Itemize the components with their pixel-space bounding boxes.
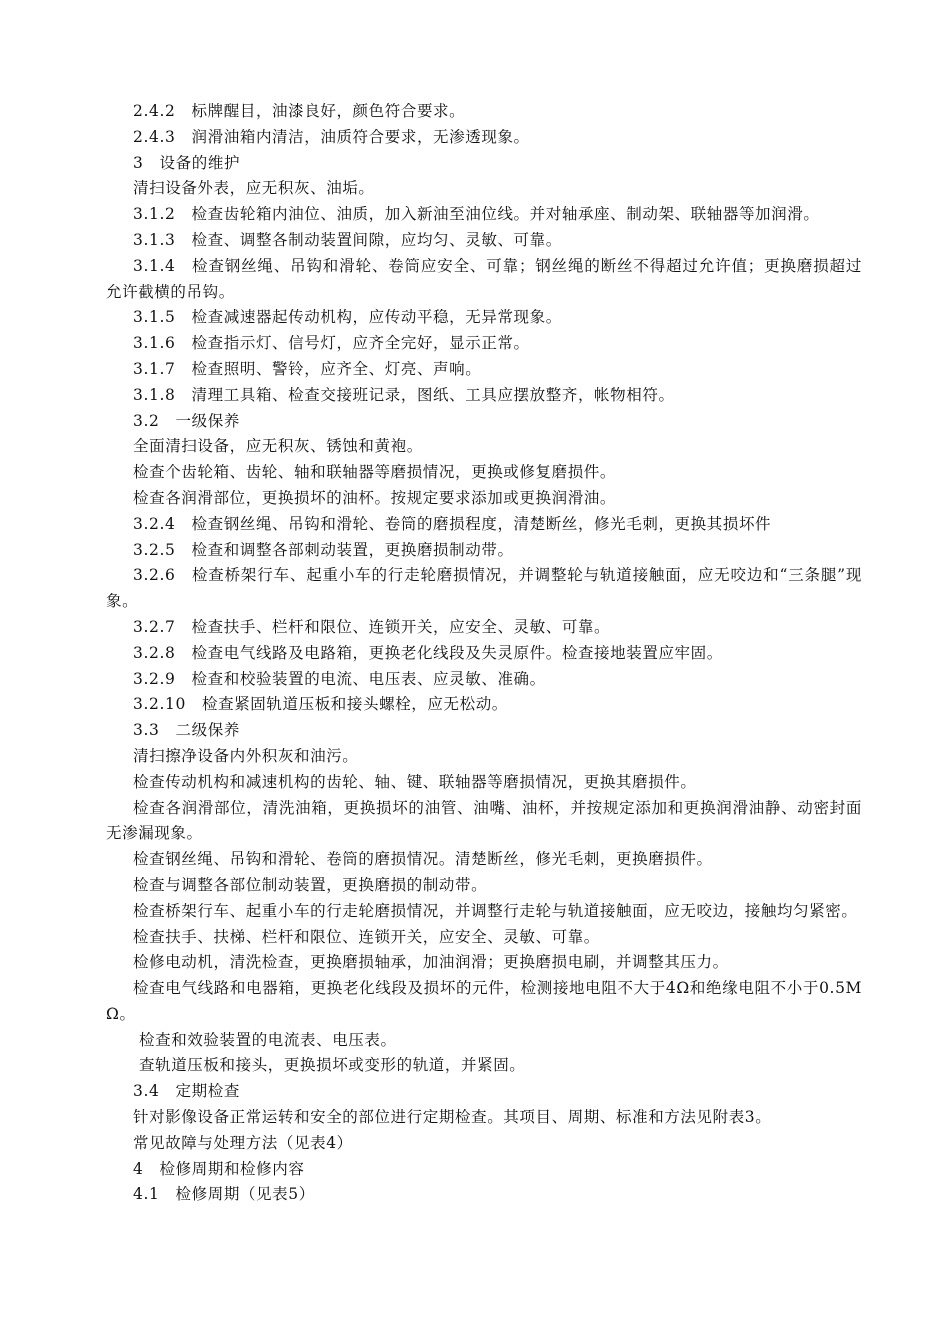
- paragraph-3-2-1: 全面清扫设备，应无积灰、锈蚀和黄袍。: [133, 437, 423, 456]
- paragraph-faults: 常见故障与处理方法（见表4）: [133, 1133, 353, 1152]
- paragraph-3-1-6: 3.1.6 检查指示灯、信号灯，应齐全完好，显示正常。: [133, 334, 530, 353]
- paragraph-3-4-1: 针对影像设备正常运转和安全的部位进行定期检查。其项目、周期、标准和方法见附表3。: [133, 1108, 772, 1127]
- paragraph-3-2-3: 检查各润滑部位，更换损坏的油杯。按规定要求添加或更换润滑油。: [133, 488, 617, 507]
- heading-4: 4 检修周期和检修内容: [133, 1159, 305, 1178]
- paragraph-3-3-9: 检查电气线路和电器箱，更换老化线段及损坏的元件，检测接地电阻不大于4Ω和绝缘电阻不小于0.5MΩ。: [106, 979, 862, 1023]
- heading-4-1: 4.1 检修周期（见表5）: [133, 1185, 315, 1204]
- heading-3-4: 3.4 定期检查: [133, 1082, 240, 1101]
- paragraph-3-3-4: 检查钢丝绳、吊钩和滑轮、卷筒的磨损情况。清楚断丝，修光毛刺，更换磨损件。: [133, 850, 713, 869]
- paragraph-3-2-7: 3.2.7 检查扶手、栏杆和限位、连锁开关，应安全、灵敏、可靠。: [133, 617, 611, 636]
- paragraph-2-4-3: 2.4.3 润滑油箱内清洁，油质符合要求，无渗透现象。: [133, 127, 530, 146]
- paragraph-2-4-2: 2.4.2 标牌醒目，油漆良好，颜色符合要求。: [133, 102, 466, 120]
- paragraph-3-2-2: 检查个齿轮箱、齿轮、轴和联轴器等磨损情况，更换或修复磨损件。: [133, 463, 617, 482]
- paragraph-3-1-5: 3.1.5 检查减速器起传动机构，应传动平稳，无异常现象。: [133, 308, 562, 327]
- paragraph-3-2-4: 3.2.4 检查钢丝绳、吊钩和滑轮、卷筒的磨损程度，清楚断丝，修光毛刺，更换其损坏件: [133, 514, 772, 533]
- heading-3-2: 3.2 一级保养: [133, 411, 240, 430]
- paragraph-3-2-8: 3.2.8 检查电气线路及电路箱，更换老化线段及失灵原件。检查接地装置应牢固。: [133, 643, 723, 662]
- paragraph-3-1-7: 3.1.7 检查照明、警铃，应齐全、灯亮、声响。: [133, 359, 482, 378]
- heading-3-3: 3.3 二级保养: [133, 721, 240, 740]
- document-body: [106, 99, 862, 1208]
- paragraph-3-3-6: 检查桥架行车、起重小车的行走轮磨损情况，并调整行走轮与轨道接触面，应无咬边，接触均匀紧密。: [133, 901, 858, 920]
- paragraph-3-1-2: 3.1.2 检查齿轮箱内油位、油质，加入新油至油位线。并对轴承座、制动架、联轴器等加润滑。: [133, 205, 820, 224]
- paragraph-3-1-3: 3.1.3 检查、调整各制动装置间隙，应均匀、灵敏、可靠。: [133, 230, 562, 249]
- paragraph-3-1-1: 清扫设备外表，应无积灰、油垢。: [133, 179, 375, 198]
- paragraph-3-3-3: 检查各润滑部位，清洗油箱，更换损坏的油管、油嘴、油杯，并按规定添加和更换润滑油静、动密封面无渗漏现象。: [106, 798, 862, 843]
- paragraph-3-3-5: 检查与调整各部位制动装置，更换磨损的制动带。: [133, 875, 488, 894]
- paragraph-3-1-4: 3.1.4 检查钢丝绳、吊钩和滑轮、卷筒应安全、可靠；钢丝绳的断丝不得超过允许值；更换磨损超过允许截横的吊钩。: [106, 256, 862, 301]
- paragraph-3-3-11: 查轨道压板和接头，更换损坏或变形的轨道，并紧固。: [139, 1056, 526, 1075]
- paragraph-3-3-8: 检修电动机，清洗检查，更换磨损轴承，加油润滑；更换磨损电刷，并调整其压力。: [133, 953, 729, 972]
- paragraph-3-2-10: 3.2.10 检查紧固轨道压板和接头螺栓，应无松动。: [133, 695, 508, 714]
- paragraph-3-3-7: 检查扶手、扶梯、栏杆和限位、连锁开关，应安全、灵敏、可靠。: [133, 927, 600, 946]
- paragraph-3-1-8: 3.1.8 清理工具箱、检查交接班记录，图纸、工具应摆放整齐，帐物相符。: [133, 385, 675, 404]
- paragraph-3-2-9: 3.2.9 检查和校验装置的电流、电压表、应灵敏、准确。: [133, 669, 546, 688]
- paragraph-3-3-10: 检查和效验装置的电流表、电压表。: [139, 1030, 397, 1049]
- paragraph-3-3-2: 检查传动机构和减速机构的齿轮、轴、键、联轴器等磨损情况，更换其磨损件。: [133, 772, 697, 791]
- paragraph-3-2-5: 3.2.5 检查和调整各部刺动装置，更换磨损制动带。: [133, 540, 514, 559]
- paragraph-3-3-1: 清扫擦净设备内外积灰和油污。: [133, 746, 359, 765]
- paragraph-3-2-6: 3.2.6 检查桥架行车、起重小车的行走轮磨损情况，并调整轮与轨道接触面，应无咬边和“三条腿”现象。: [106, 566, 862, 611]
- heading-3: 3 设备的维护: [133, 153, 241, 172]
